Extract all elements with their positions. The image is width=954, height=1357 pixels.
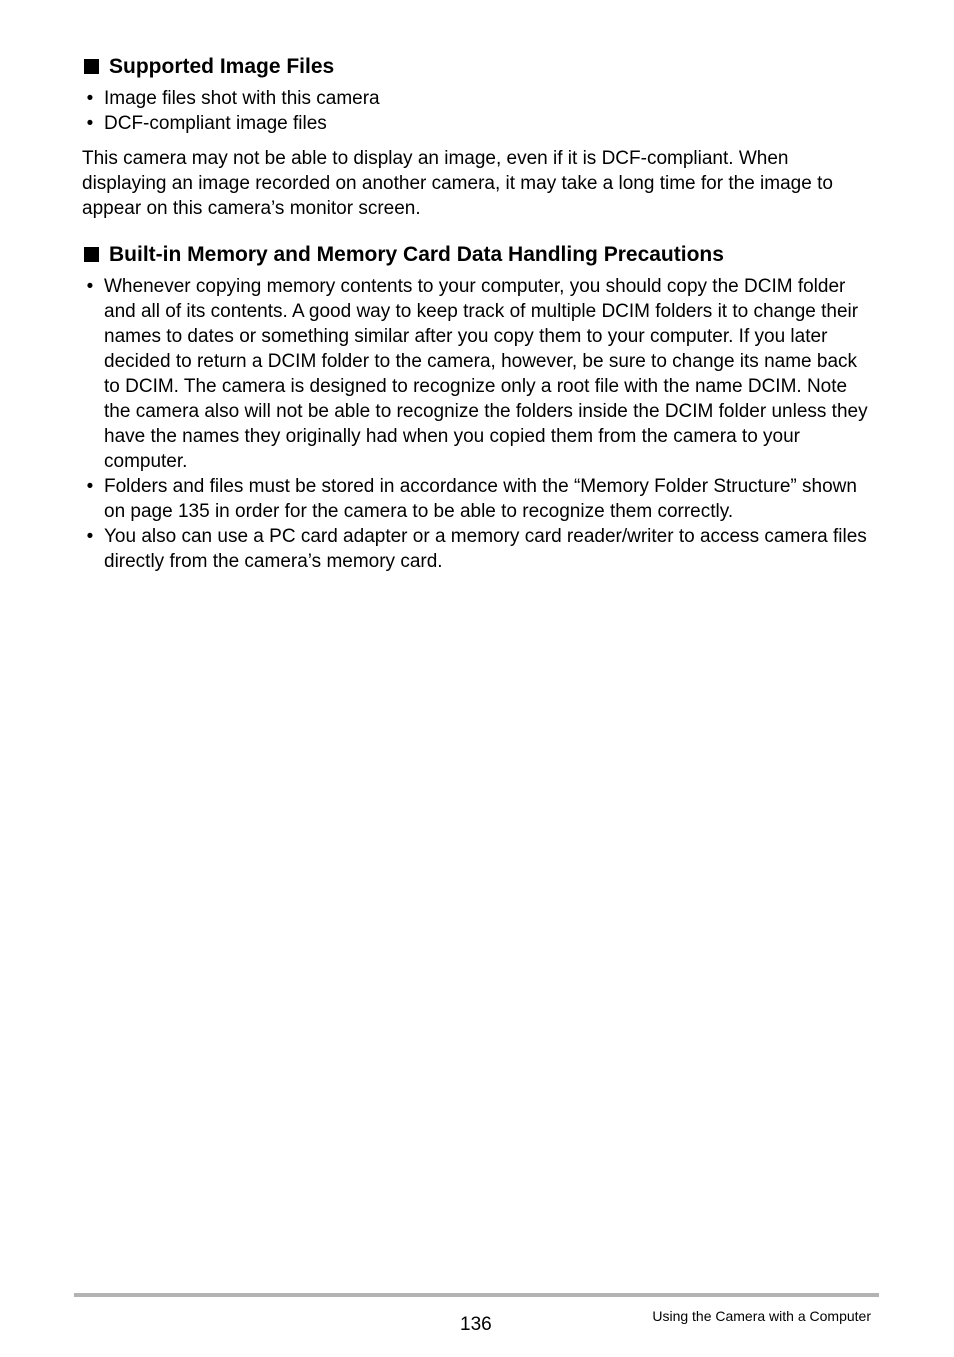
list-item-text: DCF-compliant image files bbox=[104, 113, 327, 134]
page-number: 136 bbox=[460, 1314, 492, 1335]
bullet-icon: • bbox=[86, 113, 94, 134]
list-item bbox=[84, 86, 874, 111]
bullet-icon: • bbox=[86, 476, 94, 497]
chapter-title: Using the Camera with a Computer bbox=[652, 1308, 871, 1324]
list-item bbox=[84, 274, 874, 474]
supported-files-list bbox=[84, 86, 874, 136]
precautions-list bbox=[84, 274, 874, 574]
list-item-text: You also can use a PC card adapter or a memory card reader/writer to access camera files directly from the camera’s memory card. bbox=[104, 526, 867, 572]
bullet-icon: • bbox=[86, 276, 94, 297]
list-item-text: Whenever copying memory contents to your computer, you should copy the DCIM folder and all of its contents. A good way to keep track of multiple DCIM folders it to change their names to dates or something similar after you copy them to your computer. If you later decided to return a DCIM folder to the camera, however, be sure to change its name back to DCIM. The camera is designed to recognize only a root file with the name DCIM. Note the camera also will not be able to recognize the folders inside the DCIM folder unless they have the names they originally had when you copied them from the camera to your computer. bbox=[104, 276, 868, 472]
section-heading-supported-files bbox=[84, 54, 334, 80]
footer-divider bbox=[74, 1293, 879, 1297]
list-item bbox=[84, 474, 874, 524]
list-item bbox=[84, 524, 874, 574]
square-bullet-icon bbox=[84, 59, 99, 74]
section-heading-text: Built-in Memory and Memory Card Data Handling Precautions bbox=[109, 243, 724, 266]
square-bullet-icon bbox=[84, 247, 99, 262]
section-heading-text: Supported Image Files bbox=[109, 55, 335, 78]
compatibility-paragraph: This camera may not be able to display an image, even if it is DCF-compliant. When displaying an image recorded on another camera, it may take a long time for the image to appear on this camera’s monitor screen. bbox=[82, 148, 833, 219]
list-item-text: Image files shot with this camera bbox=[104, 88, 380, 109]
section-heading-data-handling bbox=[84, 242, 724, 268]
list-item-text: Folders and files must be stored in accordance with the “Memory Folder Structure” shown on page 135 in order for the camera to be able to recognize them correctly. bbox=[104, 476, 857, 522]
list-item bbox=[84, 111, 874, 136]
bullet-icon: • bbox=[86, 88, 94, 109]
bullet-icon: • bbox=[86, 526, 94, 547]
